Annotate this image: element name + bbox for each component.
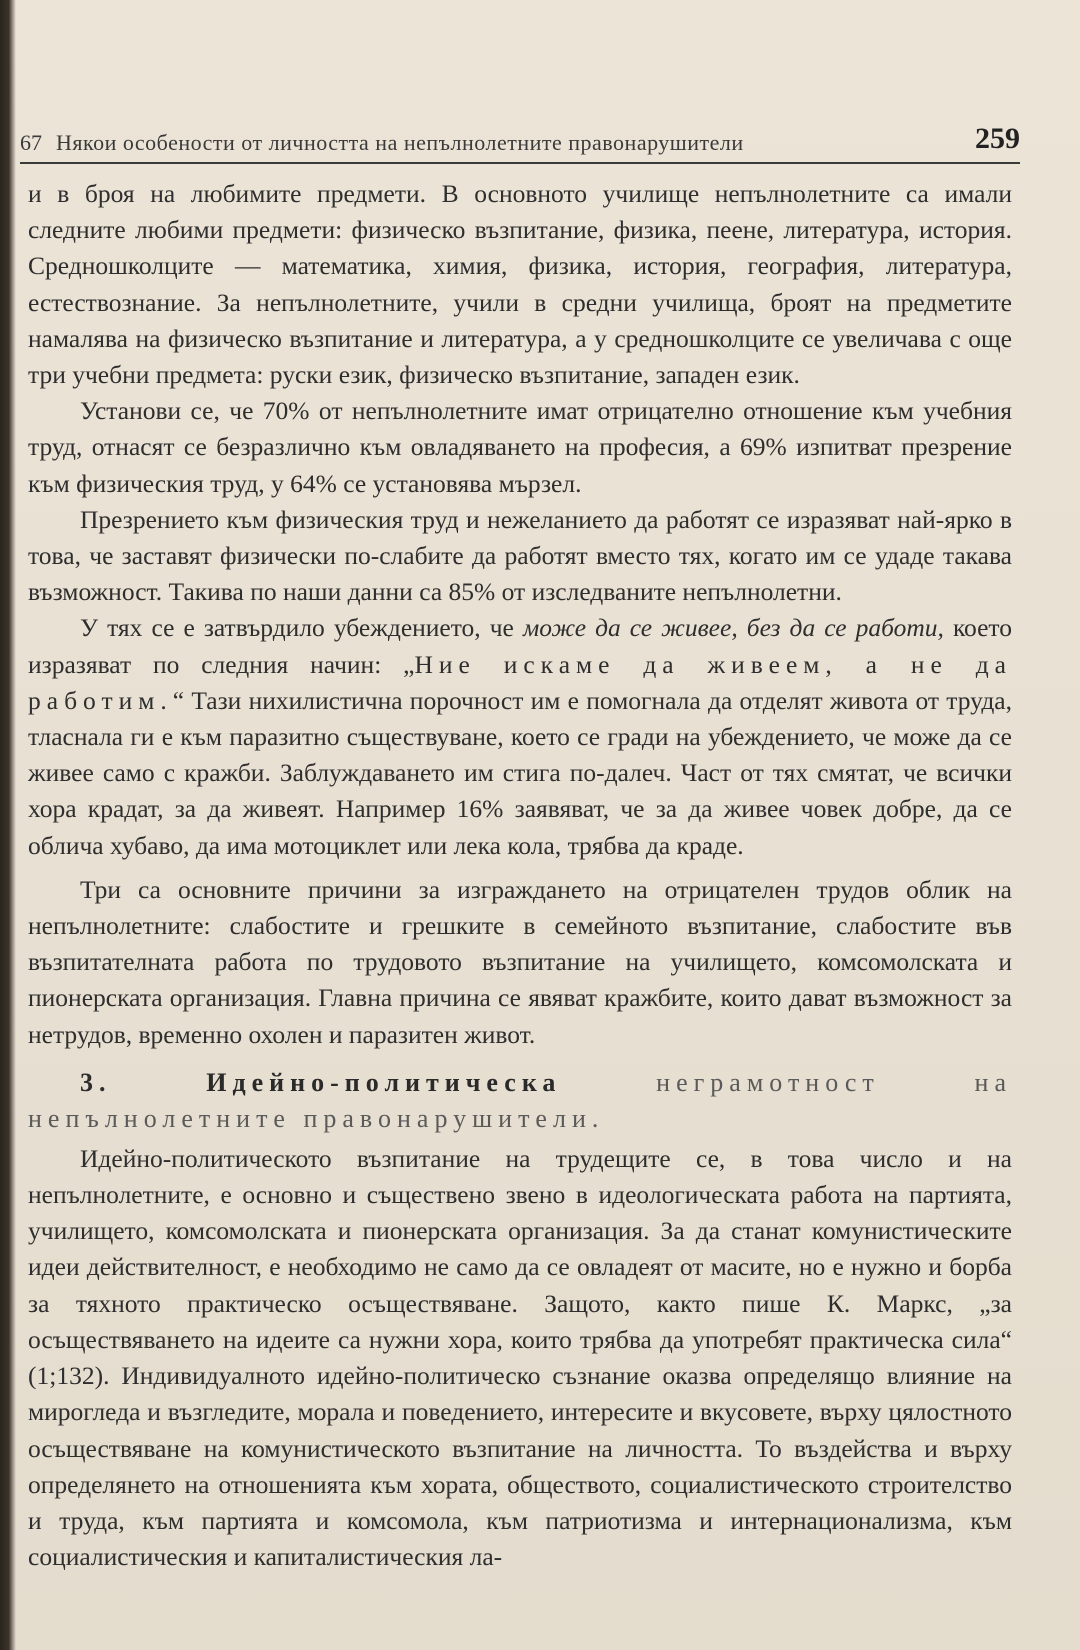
paragraph-text: У тях се е затвърдило убеждението, че: [80, 613, 523, 643]
section-title-bold: Идейно-политическа: [206, 1067, 562, 1097]
paragraph-text: което изразяват по следния начин: „: [28, 613, 1012, 679]
paragraph-contempt-physical-labor: Презрението към физическия труд и нежеланието да работят се изразяват най-ярко в това, че заставят физически по-слабите да работят вместо тях, когато им се удаде такава възможност. Такива по наши данни са 85% от изследваните непълнолетни.: [28, 504, 1012, 607]
running-header: [20, 110, 1020, 164]
paragraph-attitude-to-labor: Установи се, че 70% от непълнолетните имат отрицателно отношение към учебния труд, отнасят се безразлично към овладяването на професия, а 69% изпитват презрение към физическия труд, у 64% се установява мързел.: [28, 396, 1012, 498]
paragraph-favorite-subjects: и в броя на любимите предмети. В основното училище непълнолетните са имали следните любими предмети: физическо възпитание, физика, пеене, литература, история. Средношколците — математика, химия, физика, история, география, литература, естествознание. За непълнолетните, учили в средни училища, броят на предметите намалява на физическо възпитание и литература, а у средношколците се увеличава с още три учебни предмета: руски език, физическо възпитание, западен език.: [28, 179, 1012, 390]
italic-phrase: може да се живее, без да се работи,: [522, 613, 944, 643]
section-heading: [28, 1065, 1012, 1137]
margin-number: 67: [20, 130, 42, 155]
body-text: [28, 176, 1012, 1575]
page-number: 259: [975, 122, 1020, 155]
paragraph-three-causes: Три са основните причини за изграждането на отрицателен трудов облик на непълнолетните: слабостите и грешките в семейното възпитание, слабостите във възпитателната работа по трудовото възпитание на училището, комсомолската и пионерската организация. Главна причина се явяват кражбите, които дават възможност за нетрудов, временно охолен и паразитен живот.: [28, 874, 1012, 1049]
section-title-rest: неграмотност на непълнолетните правонарушители.: [28, 1067, 1012, 1133]
paragraph-living-without-work: [28, 610, 1012, 863]
paragraph-ideological-education: Идейно-политическото възпитание на трудещите се, в това число и на непълнолетните, е основно и съществено звено в идеологическата работа на партията, училището, комсомолската и пионерската организация. За да станат комунистическите идеи действителност, е необходимо не само да се овладеят от масите, но е нужно и борба за тяхното практическо осъществяване. Защото, както пише К. Маркс, „за осъществяването на идеите са нужни хора, които трябва да употребят практическа сила“ (1;132). Индивидуалното идейно-политическо съзнание оказва определящо влияние на мирогледа и възгледите, морала и поведението, интересите и вкусовете, върху цялостното осъществяване на комунистическото възпитание на личността. То въздейства и върху определянето на отношенията към хората, обществото, социалистическото строителство и труда, към партията и комсомола, към патриотизма и интернационализма, към социалистическия и капиталистическия ла-: [28, 1143, 1012, 1572]
paragraph-text: “ Тази нихилистична порочност им е помогнала да отделят живота от труда, тласнала ги е към паразитно съществуване, което се гради на убеждението, че може да се живее само с кражби. Заблуждаването им стига по-далеч. Част от тях смятат, че всички хора крадат, за да живеят. Например 16% заявяват, че за да живее човек добре, да се облича хубаво, да има мотоциклет или лека кола, трябва да краде.: [28, 685, 1012, 860]
section-number: 3.: [80, 1067, 112, 1097]
spaced-quote: Ние искаме да живеем, а не да работим.: [28, 649, 1012, 715]
running-title: Някои особености от личността на непълнолетните правонарушители: [56, 130, 744, 155]
book-binding-edge: [0, 0, 16, 1650]
